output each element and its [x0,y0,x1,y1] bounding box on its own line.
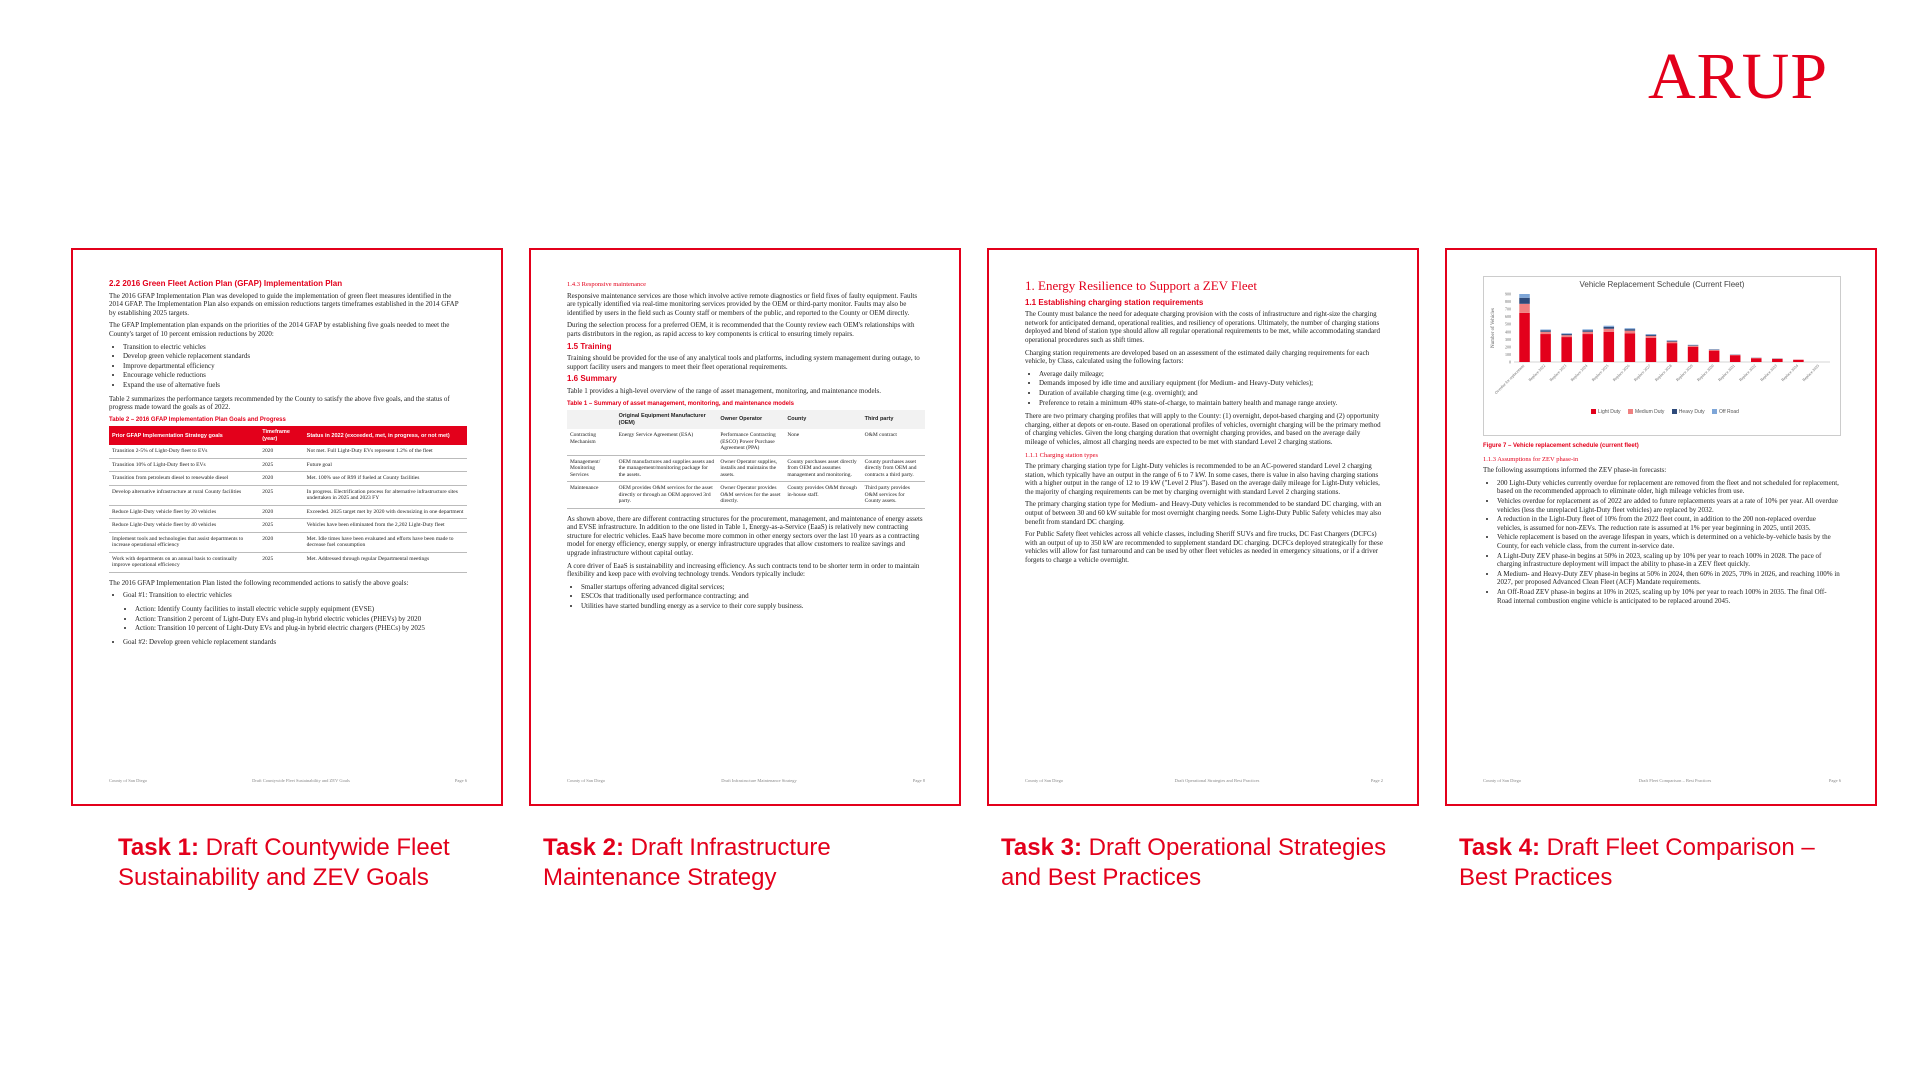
table-cell: 2020 [259,505,303,519]
y-tick-label: 700 [1505,306,1511,312]
bar-segment [1667,340,1678,341]
footer-mid: Draft Operational Strategies and Best Practices [1174,778,1260,784]
table-cell: OEM provides O&M services for the asset directly or through an OEM approved 3rd party. [616,482,718,509]
x-tick-label: Replace 2025 [1590,362,1610,382]
paragraph: The 2016 GFAP Implementation Plan was developed to guide the implementation of green fleet measures identified in the 2014 GFAP. The Implementation Plan also expands on emission reductions targets timeframes established in the 2014 GFAP by establishing 2025 targets. [109,291,459,317]
bar-segment [1667,340,1678,341]
x-tick-label: Replace 2030 [1695,362,1715,382]
list-item: • Improve departmental efficiency [123,362,467,371]
bar-segment [1540,331,1551,333]
bar-segment [1540,329,1551,330]
bar-segment [1751,358,1762,362]
table-header: Third party [862,410,925,429]
figure-caption: Figure 7 – Vehicle replacement schedule (current fleet) [1483,443,1639,449]
table-cell: County provides O&M through in-house staff. [784,482,861,509]
bar-segment [1561,337,1572,362]
y-tick-label: 600 [1505,313,1511,319]
table-cell: None [784,429,861,455]
bar-segment [1646,334,1657,335]
table-row [109,472,467,486]
y-tick-label: 500 [1505,321,1511,327]
document-thumbnail-task-4 [1445,248,1877,806]
list-item: • A Light-Duty ZEV phase-in begins at 50% in 2023, scaling up by 10% per year to reach 100% in 2028. The pace of charging infrastructure deployment will impact the ability to phase-in a ZEV fleet quickly. [1497,552,1841,569]
footer-page-number: Page 2 [1370,778,1383,784]
chart-title: Vehicle Replacement Schedule (Current Fleet) [1579,280,1745,289]
goal-item: • Goal #2: Develop green vehicle replacement standards [123,638,467,647]
vehicle-replacement-chart [1483,276,1841,436]
chart-plot [1488,290,1840,406]
paragraph: As shown above, there are different contracting structures for the procurement, management, and maintenance of energy assets and EVSE infrastructure. In addition to the one listed in Table 1, Energy-as-a-Service (EaaS) is relatively new contracting structure for electric vehicles. EaaS have become more common in other energy sectors over the last 10 years as a contracting model for energy efficiency, energy supply, or energy infrastructure upgrades that allow customers to realize savings and upgrade infrastructure without capital outlay. [567,514,923,557]
table-row [109,532,467,552]
paragraph: There are two primary charging profiles that will apply to the County: (1) overnight, depot-based charging and (2) opportunity charging, either at depots or en-route. Based on operational profiles of vehicles, overnight charging will be the primary method of charging vehicles. Given the long charging duration that overnight charging provides, and based on the average daily mileage of vehicles, almost all charging needs are expected to be met with standard Level 2 charging stations. [1025,412,1381,446]
y-tick-label: 900 [1505,291,1511,297]
document-thumbnail-task-1 [71,248,503,806]
x-tick-label: Replace 2035 [1801,362,1821,382]
vendors-list [581,583,925,611]
task-label: Task 4: [1459,834,1540,861]
paragraph: The GFAP Implementation plan expands on the priorities of the 2014 GFAP by establishing five goals needed to meet the County's target of 10 percent emission reductions by 2020: [109,321,450,338]
list-item: • Duration of available charging time (e.g. overnight); and [1039,389,1383,398]
x-tick-label: Replace 2029 [1674,362,1694,382]
table-cell: In progress. Electrification process for alternative infrastructure sites undertaken in 2025 and 2023 FY [304,485,467,505]
bar-segment [1688,345,1699,346]
document-thumbnail-task-3 [987,248,1419,806]
bar-segment [1519,312,1530,361]
list-item: • Vehicle replacement is based on the average lifespan in years, which is determined on a vehicle-by-vehicle basis by the County, for each vehicle class, from the current in-service date. [1497,533,1841,550]
bar-segment [1540,330,1551,332]
bar-segment [1604,331,1615,361]
x-tick-label: Replace 2023 [1548,362,1568,382]
legend-swatch [1628,409,1633,414]
table-cell: Transition 10% of Light-Duty fleet to EVs [109,458,259,472]
task-2-caption [543,833,943,893]
task-label: Task 3: [1001,834,1082,861]
table-header [567,410,616,429]
bar-segment [1604,328,1615,331]
table-cell: 2020 [259,472,303,486]
footer-left: County of San Diego [1483,778,1522,784]
bar-segment [1519,294,1530,298]
x-tick-label: Replace 2031 [1716,362,1736,382]
table-row [567,482,925,509]
table-cell: Met. Idle times have been evaluated and efforts have been made to decrease fuel consumption [304,532,467,552]
bar-segment [1561,334,1572,335]
task-3-caption [1001,833,1401,893]
table-cell: Reduce Light-Duty vehicle fleet by 20 vehicles [109,505,259,519]
table-cell: Owner Operator supplies, installs and maintains the assets. [717,455,784,482]
y-tick-label: 300 [1505,336,1511,342]
table-cell: 2020 [259,445,303,458]
list-item: • Smaller startups offering advanced digital services; [581,583,925,592]
list-item: • Utilities have started bundling energy as a service to their core supply business. [581,602,925,611]
bar-segment [1582,334,1593,362]
table-row [109,458,467,472]
goals-table [109,426,467,573]
action-item: • Action: Transition 10 percent of Light-Duty EVs and plug-in hybrid electric chargers (PHECs) by 2025 [135,624,467,633]
table-cell: Future goal [304,458,467,472]
chart-legend [1488,408,1836,417]
list-item: • Preference to retain a minimum 40% state-of-charge, to maintain battery health and manage range anxiety. [1039,399,1383,408]
footer-mid: Draft Fleet Comparison – Best Practices [1638,778,1712,784]
x-tick-label: Replace 2027 [1632,362,1652,382]
table-cell: Management/ Monitoring Services [567,455,616,482]
subsection-heading: 1.1.3 Assumptions for ZEV phase-in [1483,455,1579,463]
section-heading: 1.1 Establishing charging station requirements [1025,297,1204,307]
table-row [567,455,925,482]
table-header: Original Equipment Manufacturer (OEM) [616,410,718,429]
table-cell: Transition 2-5% of Light-Duty fleet to EVs [109,445,259,458]
x-tick-label: Replace 2034 [1780,362,1800,382]
footer-page-number: Page 8 [912,778,925,784]
list-item: • Encourage vehicle reductions [123,371,467,380]
table-header: Timeframe (year) [259,426,303,445]
table-header: Prior GFAP Implementation Strategy goals [109,426,259,445]
y-tick-label: 800 [1505,298,1511,304]
table-cell: Energy Service Agreement (ESA) [616,429,718,455]
x-tick-label: Replace 2022 [1527,362,1547,382]
footer-page-number: Page 6 [454,778,467,784]
bar-segment [1519,303,1530,312]
paragraph: The primary charging station type for Light-Duty vehicles is recommended to be an AC-powered standard Level 2 charging station, which typically have an output in the range of 6 to 7 kW. In some cases, there is value in also having charging stations with a higher output in the range of 12 to 19 kW ("Level 2 Plus"). Based on the average daily mileage for Light-Duty vehicles, the majority of charging requirements can be met by charging overnight with standard Level 2 charging stations. [1025,462,1380,496]
y-tick-label: 100 [1505,351,1511,357]
table-cell: 2025 [259,519,303,533]
table-cell: Not met. Full Light-Duty EVs represent 1.2% of the fleet [304,445,467,458]
section-heading: 2.2 2016 Green Fleet Action Plan (GFAP) Implementation Plan [109,279,343,288]
sub-actions-list [135,605,467,633]
table-row [567,429,925,455]
action-item: • Action: Transition 2 percent of Light-Duty EVs and plug-in hybrid electric vehicles (PHEVs) by 2020 [135,615,467,624]
table-row [109,505,467,519]
y-tick-label: 400 [1505,328,1511,334]
bar-segment [1793,359,1804,361]
table-cell: 2025 [259,458,303,472]
footer-left: County of San Diego [1025,778,1064,784]
table-cell: 2025 [259,552,303,572]
table-caption: Table 2 – 2016 GFAP Implementation Plan Goals and Progress [109,416,286,423]
table-cell: Vehicles have been eliminated from the 2,202 Light-Duty fleet [304,519,467,533]
arup-logo: ARUP [1648,40,1829,113]
table-cell: 2025 [259,485,303,505]
y-tick-label: 200 [1505,343,1511,349]
bar-segment [1646,337,1657,361]
task-1-caption [118,833,518,893]
paragraph: Training should be provided for the use of any analytical tools and platforms, including system management during outage, to support facility users and mangers to meet their fleet operational requirements. [567,354,920,371]
footer-left: County of San Diego [109,778,148,784]
table-cell: County purchases asset directly from OEM and contracts a third party. [862,455,925,482]
paragraph: Table 1 provides a high-level overview of the range of asset management, monitoring, and maintenance models. [567,386,882,395]
section-heading: 1.6 Summary [567,374,617,384]
bar-segment [1604,326,1615,328]
paragraph: During the selection process for a preferred OEM, it is recommended that the County review each OEM's relationships with parts distributors in the region, as rapid access to key components is critical to ensuring timely repairs. [567,321,915,338]
bar-segment [1582,330,1593,332]
table-row [109,519,467,533]
table-header: Status in 2022 (exceeded, met, in progress, or not met) [304,426,467,445]
table-cell: 2020 [259,532,303,552]
y-tick-label: 0 [1509,359,1511,365]
list-item: • ESCOs that traditionally used performance contracting; and [581,592,925,601]
legend-label: Heavy Duty [1678,409,1705,416]
table-cell: Maintenance [567,482,616,509]
table-row [109,552,467,572]
bar-segment [1688,346,1699,361]
task-title: Draft Infrastructure Maintenance Strategy [543,834,831,891]
list-item: • Develop green vehicle replacement standards [123,352,467,361]
y-axis-label: Number of Vehicles [1491,307,1496,348]
paragraph: The following assumptions informed the ZEV phase-in forecasts: [1483,466,1667,475]
bar-segment [1519,297,1530,303]
list-item: • Average daily mileage; [1039,370,1383,379]
bar-segment [1625,333,1636,362]
bar-segment [1667,341,1678,343]
goals-list [123,343,467,390]
footer-page-number: Page 6 [1828,778,1841,784]
legend-label: Off Road [1719,409,1739,416]
table-cell: Reduce Light-Duty vehicle fleet by 40 vehicles [109,519,259,533]
table-cell: Contracting Mechanism [567,429,616,455]
paragraph: A core driver of EaaS is sustainability and increasing efficiency. As such contracts tend to be shorter term in order to maintain flexibility and keep pace with evolving technology trends. Vendors typically include: [567,561,920,579]
list-item: • An Off-Road ZEV phase-in begins at 10% in 2025, scaling up by 10% per year to reach 100% in 2035. The final Off-Road internal combustion engine vehicle is anticipated to be replaced around 2045. [1497,588,1841,605]
x-tick-label: Replace 2033 [1759,362,1779,382]
subsection-heading: 1.1.1 Charging station types [1025,451,1099,459]
table-cell: Exceeded. 2025 target met by 2020 with downsizing in one department [304,505,467,519]
paragraph: The 2016 GFAP Implementation Plan listed the following recommended actions to satisfy the above goals: [109,578,409,587]
table-header: County [784,410,861,429]
chapter-heading: 1. Energy Resilience to Support a ZEV Fleet [1025,278,1258,293]
footer-mid: Draft Infrastructure Maintenance Strategy [721,778,797,784]
legend-label: Medium Duty [1634,409,1665,416]
list-item: • Vehicles overdue for replacement as of 2022 are added to future replacements years at a rate of 10% per year. All overdue vehicles (less the unreplaced Light-Duty fleet vehicles) are replaced by 2032. [1497,497,1841,514]
table-caption: Table 1 – Summary of asset management, monitoring, and maintenance models [567,400,794,407]
legend-label: Light Duty [1598,409,1621,416]
bar-segment [1709,350,1720,361]
subsection-heading: 1.4.3 Responsive maintenance [567,281,647,288]
x-tick-label: Overdue for replacement [1493,362,1526,395]
paragraph: Table 2 summarizes the performance targets recommended by the County to satisfy the above five goals, and the status of progress made toward the goals as of 2022. [109,394,450,412]
bar-segment [1625,330,1636,333]
bar-segment [1540,334,1551,362]
x-tick-label: Replace 2032 [1737,362,1757,382]
table-cell: Met. 100% use of R99 if fueled at County facilities [304,472,467,486]
models-table [567,410,925,509]
table-cell: Develop alternative infrastructure at rural County facilities [109,485,259,505]
bar-segment [1625,329,1636,331]
factors-list [1039,370,1383,407]
footer-left: County of San Diego [567,778,606,784]
table-cell: Performance Contracting (ESCO) Power Purchase Agreement (PPA) [717,429,784,455]
legend-swatch [1672,409,1677,414]
actions-list [123,638,467,647]
table-cell: Third party provides O&M services for County assets. [862,482,925,509]
bar-segment [1730,355,1741,362]
task-title: Draft Operational Strategies and Best Practices [1001,834,1387,891]
table-cell: Met. Addressed through regular Departmental meetings [304,552,467,572]
action-item: • Action: Identify County facilities to install electric vehicle supply equipment (EVSE) [135,605,467,614]
assumptions-list [1497,479,1841,605]
task-title: Draft Fleet Comparison – Best Practices [1459,834,1815,891]
bar-segment [1646,336,1657,338]
bar-segment [1667,343,1678,362]
task-4-caption [1459,833,1859,893]
table-cell: County purchases asset directly from OEM and assumes management and monitoring. [784,455,861,482]
paragraph: For Public Safety fleet vehicles across all vehicle classes, including Sheriff SUVs and fire trucks, DC Fast Chargers (DCFCs) with an output of up to 350 kW are recommended to supplement standard DC charging. DCFCs deployed strategically for these vehicles will allow for fast turnaround and can be used by other fleet vehicles as needed in emergency situations, or if a driver forgets to charge a vehicle overnight. [1025,530,1383,565]
x-tick-label: Replace 2024 [1569,362,1589,382]
table-cell: Implement tools and technologies that assist departments to increase operational efficiency [109,532,259,552]
table-cell: Owner Operator provides O&M services for the asset directly. [717,482,784,509]
bar-segment [1582,331,1593,333]
document-thumbnail-task-2 [529,248,961,806]
list-item: • Expand the use of alternative fuels [123,381,467,390]
bar-segment [1604,325,1615,326]
page-footer [109,777,467,786]
table-header: Owner Operator [717,410,784,429]
bar-segment [1582,329,1593,330]
paragraph: The County must balance the need for adequate charging provision with the costs of infrastructure and right-size the charging network for anticipated demand, operational realities, and resiliency of operations. Ultimately, the number of charging stations deployed and blend of station type should allow all regular operational requirements to be met, while accommodating standard operational procedures such as shift times. [1025,310,1380,344]
bar-segment [1625,328,1636,329]
table-row [109,485,467,505]
section-heading: 1.5 Training [567,341,612,351]
task-label: Task 1: [118,834,199,861]
task-label: Task 2: [543,834,624,861]
table-cell: O&M contract [862,429,925,455]
actions-list [123,591,467,600]
bar-segment [1646,334,1657,335]
bar-segment [1561,335,1572,337]
table-cell: Transition from petroleum diesel to renewable diesel [109,472,259,486]
bar-segment [1561,333,1572,334]
table-cell: OEM manufactures and supplies assets and the management/monitoring package for the assets. [616,455,718,482]
paragraph: Responsive maintenance services are those which involve active remote diagnostics or field fixes of faulty equipment. Faults are typically identified via real-time monitoring services provided by the OEM or third-party monitor. Faults may also be identified by users in the field such as County staff or members of the public, and reported to the County or OEM directly. [567,291,918,317]
list-item: • A reduction in the Light-Duty fleet of 10% from the 2022 fleet count, in addition to the 200 non-replaced overdue vehicles, is assumed for non-ZEVs. The reduction rate is assumed at 1% per year beginning in 2025, until 2035. [1497,515,1841,532]
paragraph: Charging station requirements are developed based on an assessment of the estimated daily charging requirements for each vehicle, by Class, calculated using the following factors: [1025,348,1370,366]
bar-segment [1709,350,1720,351]
footer-mid: Draft Countywide Fleet Sustainability and ZEV Goals [252,778,350,784]
table-cell: Work with departments on an annual basis to continually improve operational efficiency [109,552,259,572]
table-row [109,445,467,458]
bar-segment [1772,359,1783,362]
task-title: Draft Countywide Fleet Sustainability and ZEV Goals [118,834,450,891]
legend-swatch [1712,409,1717,414]
bar-segment [1688,345,1699,346]
legend-swatch [1591,409,1596,414]
list-item: • A Medium- and Heavy-Duty ZEV phase-in begins at 50% in 2024, then 60% in 2025, 70% in 2026, and reaching 100% in 2027, per proposed Advanced Clean Fleet (ACF) Mandate requirements. [1497,570,1841,587]
x-tick-label: Replace 2028 [1653,362,1673,382]
goal-item: • Goal #1: Transition to electric vehicles [123,591,467,600]
page-footer [1483,777,1841,786]
page-footer [567,777,925,786]
list-item: • Transition to electric vehicles [123,343,467,352]
page-footer [1025,777,1383,786]
paragraph: The primary charging station type for Medium- and Heavy-Duty vehicles is recommended to be standard DC charging, with an output of between 30 and 60 kW suitable for most overnight charging needs. Some Light-Duty Public Safety vehicles may also benefit from standard DC charging. [1025,500,1382,526]
list-item: • Demands imposed by idle time and auxiliary equipment (for Medium- and Heavy-Duty vehicles); [1039,379,1383,388]
list-item: • 200 Light-Duty vehicles currently overdue for replacement are removed from the fleet and not scheduled for replacement, based on the recommended approach to eliminate older, high mileage vehicles from use. [1497,479,1841,496]
x-tick-label: Replace 2026 [1611,362,1631,382]
